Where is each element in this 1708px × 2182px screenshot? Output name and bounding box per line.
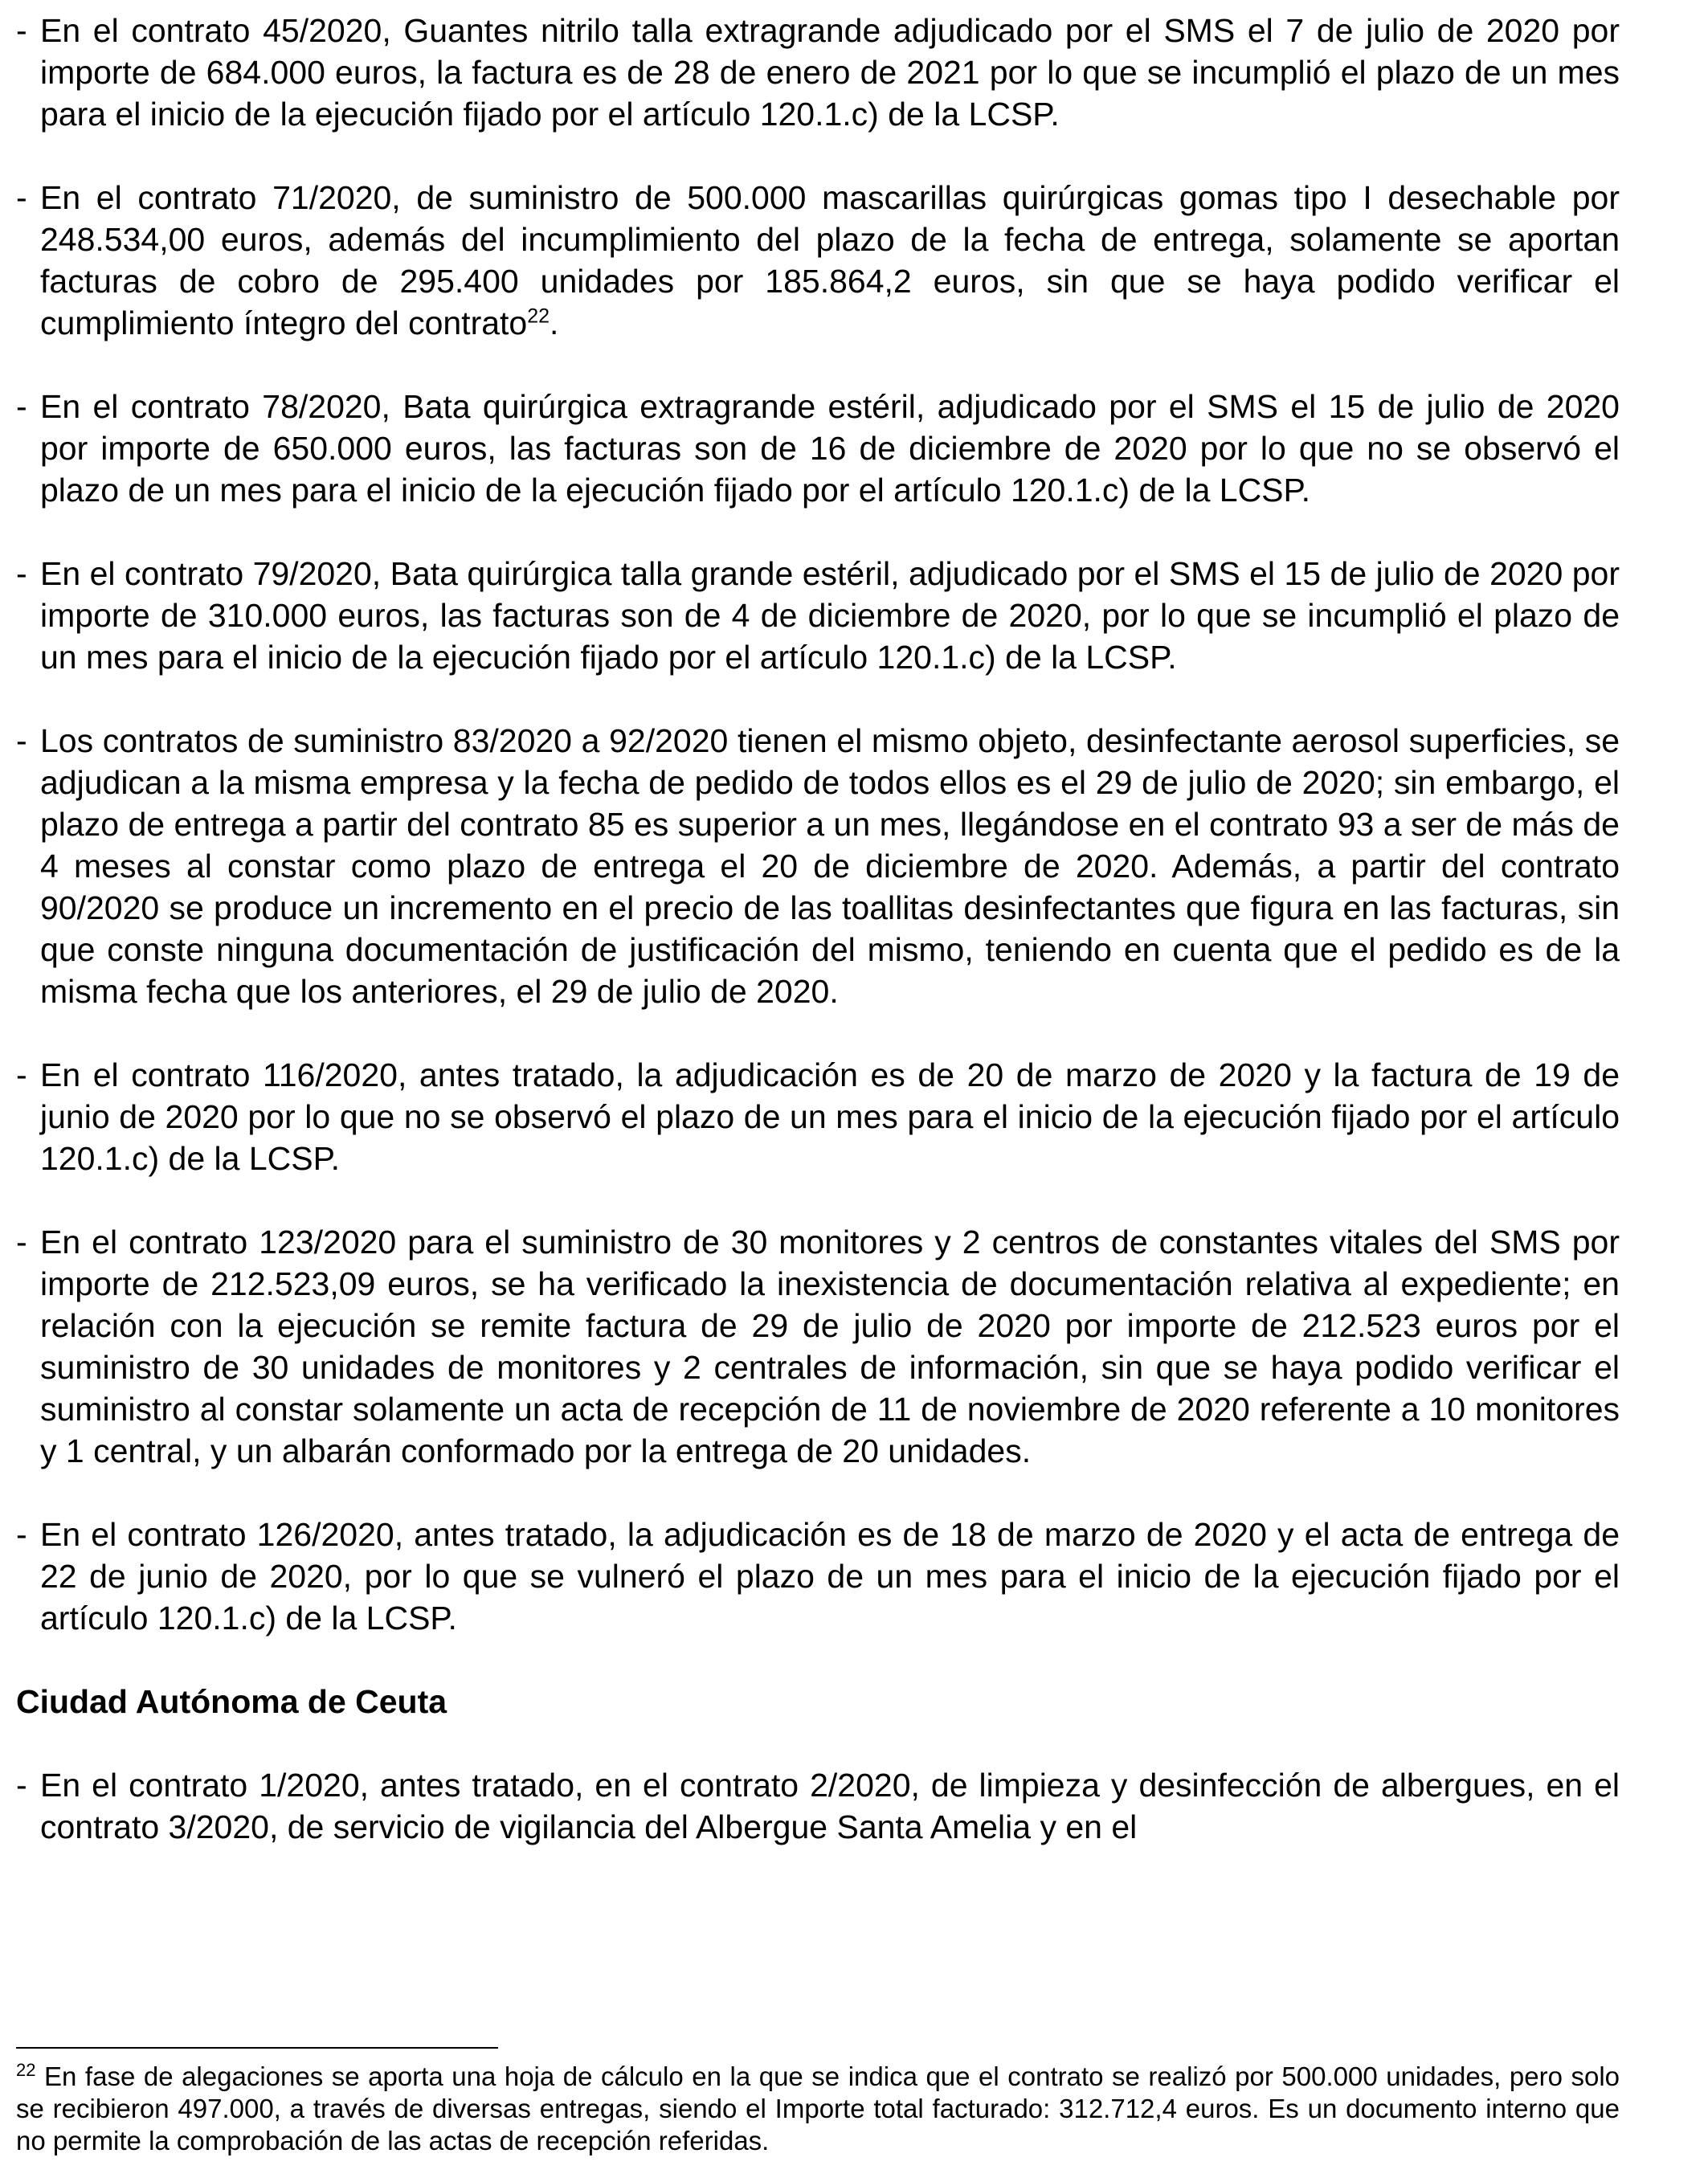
section-heading: Ciudad Autónoma de Ceuta bbox=[16, 1683, 447, 1720]
list-dash: - bbox=[16, 1767, 27, 1804]
list-item bbox=[16, 10, 1620, 135]
list-item-text: En el contrato 79/2020, Bata quirúrgica talla grande estéril, adjudicado por el SMS el 15 de julio de 2020 por importe de 310.000 euros, las facturas son de 4 de diciembre de 2020, por lo que se incumplió el plazo de un mes para el inicio de la ejecución fijado por el artículo 120.1.c) de la LCSP. bbox=[40, 555, 1620, 676]
list-item bbox=[16, 1221, 1620, 1472]
list-item bbox=[16, 1514, 1620, 1639]
list-item bbox=[16, 720, 1620, 1012]
list-dash: - bbox=[16, 722, 27, 759]
list-item-text: En el contrato 116/2020, antes tratado, la adjudicación es de 20 de marzo de 2020 y la factura de 19 de junio de 2020 por lo que no se observó el plazo de un mes para el inicio de la ejecución fijado por el artículo 120.1.c) de la LCSP. bbox=[40, 1056, 1620, 1177]
list-dash: - bbox=[16, 388, 27, 425]
document-body bbox=[16, 10, 1620, 1890]
footnote-reference[interactable]: 22 bbox=[527, 304, 550, 328]
list-item bbox=[16, 1054, 1620, 1179]
footnote-number: 22 bbox=[16, 2060, 36, 2080]
list-item bbox=[16, 553, 1620, 678]
list-item bbox=[16, 177, 1620, 344]
list-item-text: En el contrato 126/2020, antes tratado, la adjudicación es de 18 de marzo de 2020 y el acta de entrega de 22 de junio de 2020, por lo que se vulneró el plazo de un mes para el inicio de la ejecución fijado por el artículo 120.1.c) de la LCSP. bbox=[40, 1516, 1620, 1636]
list-item-text: En el contrato 123/2020 para el suministro de 30 monitores y 2 centros de constantes vitales del SMS por importe de 212.523,09 euros, se ha verificado la inexistencia de documentación relativa al expediente; en relación con la ejecución se remite factura de 29 de julio de 2020 por importe de 212.523 euros por el suministro de 30 unidades de monitores y 2 centrales de información, sin que se haya podido verificar el suministro al constar solamente un acta de recepción de 11 de noviembre de 2020 referente a 10 monitores y 1 central, y un albarán conformado por la entrega de 20 unidades. bbox=[40, 1224, 1620, 1469]
list-dash: - bbox=[16, 555, 27, 592]
list-item bbox=[16, 1764, 1620, 1848]
footnote-text: En fase de alegaciones se aporta una hoja de cálculo en la que se indica que el contrato se realizó por 500.000 unidades, pero solo se recibieron 497.000, a través de diversas entregas, siendo el Importe total facturado: 312.712,4 euros. Es un documento interno que no permite la comprobación de las actas de recepción referidas. bbox=[16, 2061, 1620, 2155]
list-item-text-main: En el contrato 71/2020, de suministro de 500.000 mascarillas quirúrgicas gomas tipo I desechable por 248.534,00 euros, además del incumplimiento del plazo de la fecha de entrega, solamente se aportan facturas de cobro de 295.400 unidades por 185.864,2 euros, sin que se haya podido verificar el cumplimiento íntegro del contrato bbox=[40, 179, 1620, 341]
list-item-text bbox=[40, 179, 1620, 341]
list-dash: - bbox=[16, 1224, 27, 1261]
list-item bbox=[16, 386, 1620, 511]
footnote bbox=[16, 2061, 1620, 2157]
list-item-text: En el contrato 78/2020, Bata quirúrgica extragrande estéril, adjudicado por el SMS el 15 de julio de 2020 por importe de 650.000 euros, las facturas son de 16 de diciembre de 2020 por lo que no se observó el plazo de un mes para el inicio de la ejecución fijado por el artículo 120.1.c) de la LCSP. bbox=[40, 388, 1620, 509]
list-dash: - bbox=[16, 1516, 27, 1553]
list-dash: - bbox=[16, 12, 27, 49]
list-item-text-end: . bbox=[550, 304, 559, 341]
list-item-text: En el contrato 45/2020, Guantes nitrilo talla extragrande adjudicado por el SMS el 7 de julio de 2020 por importe de 684.000 euros, la factura es de 28 de enero de 2021 por lo que se incumplió el plazo de un mes para el inicio de la ejecución fijado por el artículo 120.1.c) de la LCSP. bbox=[40, 12, 1620, 133]
list-dash: - bbox=[16, 1056, 27, 1093]
footnote-separator bbox=[16, 2047, 498, 2049]
list-item-text: Los contratos de suministro 83/2020 a 92/2020 tienen el mismo objeto, desinfectante aerosol superficies, se adjudican a la misma empresa y la fecha de pedido de todos ellos es el 29 de julio de 2020; sin embargo, el plazo de entrega a partir del contrato 85 es superior a un mes, llegándose en el contrato 93 a ser de más de 4 meses al constar como plazo de entrega el 20 de diciembre de 2020. Además, a partir del contrato 90/2020 se produce un incremento en el precio de las toallitas desinfectantes que figura en las facturas, sin que conste ninguna documentación de justificación del mismo, teniendo en cuenta que el pedido es de la misma fecha que los anteriores, el 29 de julio de 2020. bbox=[40, 722, 1620, 1010]
list-item-text: En el contrato 1/2020, antes tratado, en el contrato 2/2020, de limpieza y desinfección de albergues, en el contrato 3/2020, de servicio de vigilancia del Albergue Santa Amelia y en el bbox=[40, 1767, 1620, 1845]
list-dash: - bbox=[16, 179, 27, 216]
